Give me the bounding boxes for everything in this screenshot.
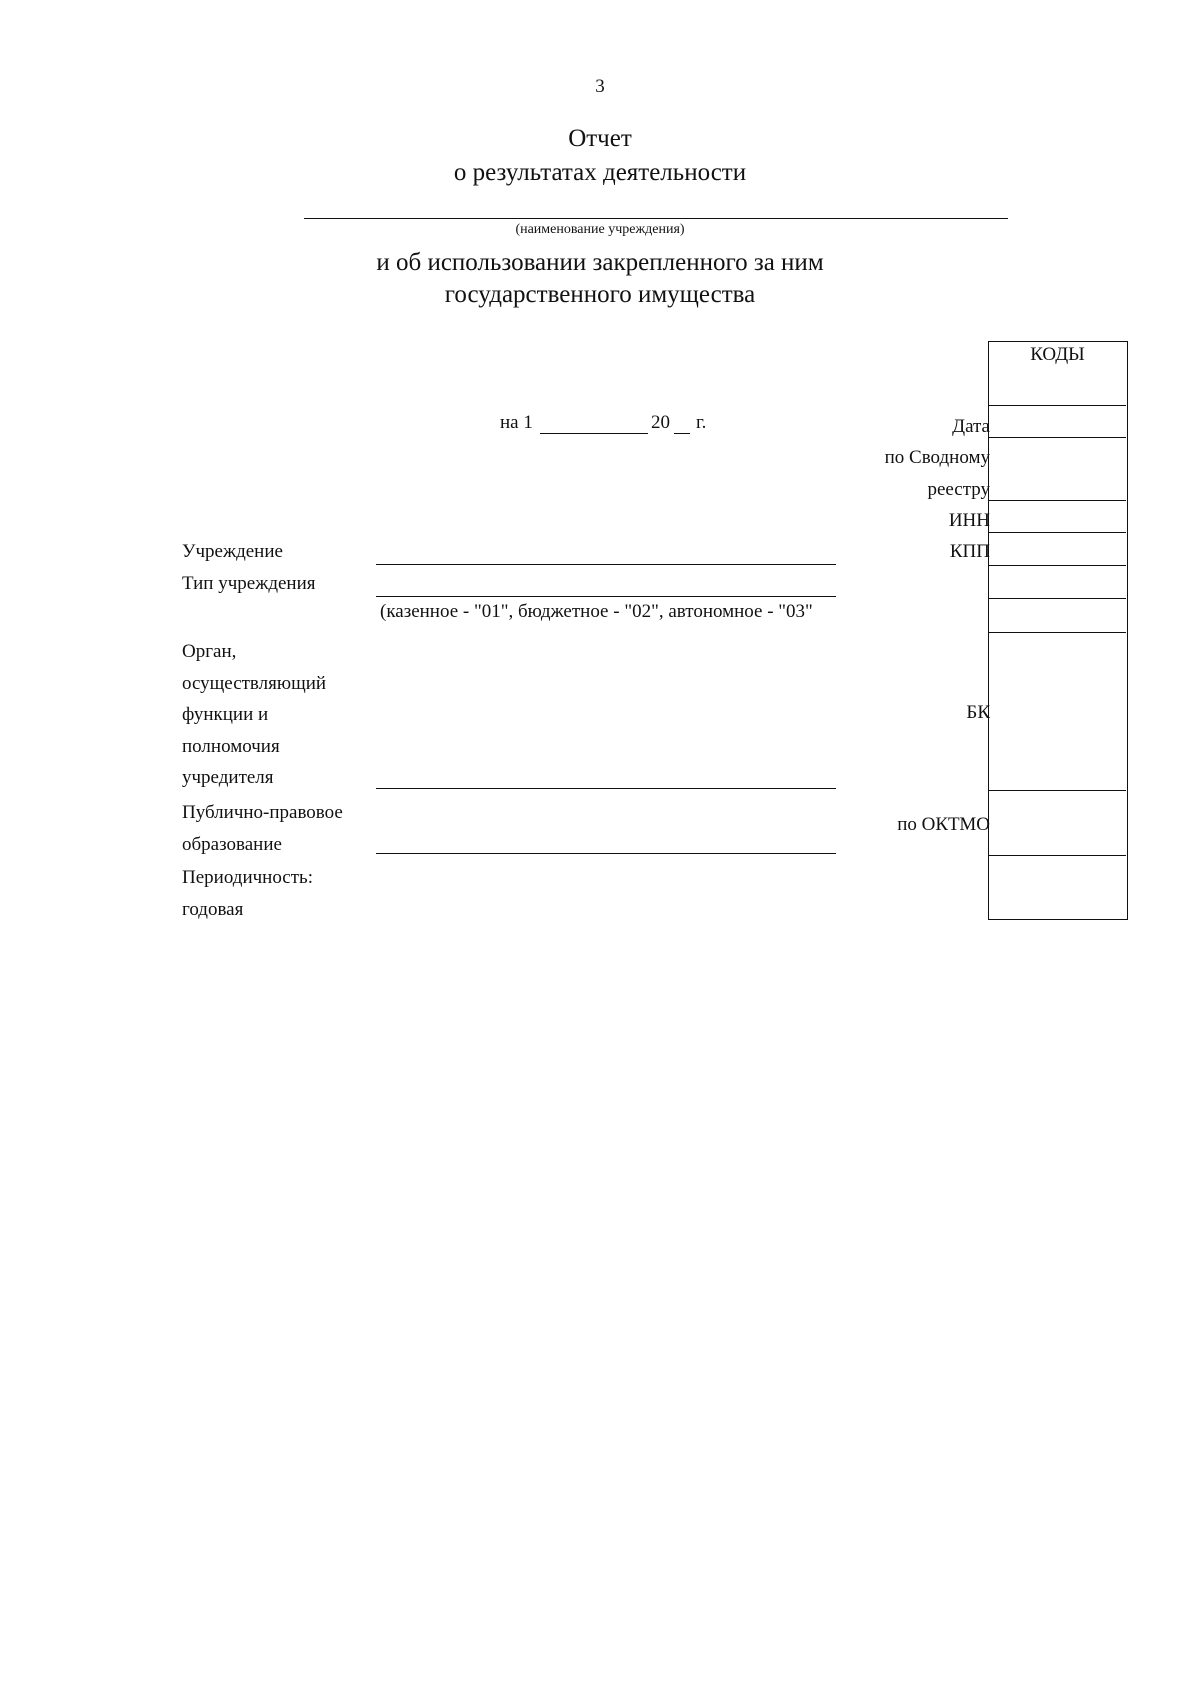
institution-name-line [304, 218, 1008, 219]
date-suffix: г. [696, 412, 707, 433]
founder-label [182, 636, 326, 794]
institution-label: Учреждение [182, 541, 283, 562]
codes-row-divider [989, 855, 1126, 856]
public-entity-label-line: Публично-правовое [182, 802, 343, 823]
founder-label-line: функции и [182, 704, 269, 725]
bk-code-label: БК [966, 702, 990, 723]
date-code-label: Дата [952, 416, 990, 437]
institution-type-line [376, 596, 836, 597]
public-entity-line [376, 853, 836, 854]
inn-code-label: ИНН [948, 510, 990, 531]
codes-row-divider [989, 790, 1126, 791]
codes-table [988, 341, 1128, 920]
codes-row-divider [989, 405, 1126, 406]
public-entity-label [182, 797, 343, 860]
founder-label-line: осуществляющий [182, 672, 327, 694]
codes-row-divider [989, 437, 1126, 438]
report-title: Отчет [568, 125, 632, 152]
codes-header: КОДЫ [1030, 344, 1085, 365]
report-subtitle: о результатах деятельности [453, 159, 747, 186]
codes-row-divider [989, 565, 1126, 566]
founder-label-line: учредителя [182, 767, 274, 788]
codes-row-divider [989, 632, 1126, 633]
date-prefix: на 1 [500, 412, 533, 433]
periodicity-label [182, 862, 313, 925]
date-blank [540, 433, 648, 434]
codes-row-divider [989, 532, 1126, 533]
registry-code-label: по Сводному [884, 447, 990, 468]
kpp-code-label: КПП [949, 541, 990, 562]
report-title-line4: государственного имущества [444, 281, 756, 308]
public-entity-label-line: образование [182, 833, 282, 855]
founder-line [376, 788, 836, 789]
date-year-prefix: 20 [651, 412, 670, 433]
institution-name-caption: (наименование учреждения) [515, 222, 685, 237]
periodicity-label-line: Периодичность: [182, 867, 313, 888]
founder-label-line: полномочия [182, 735, 280, 757]
codes-row-divider [989, 500, 1126, 501]
codes-row-divider [989, 598, 1126, 599]
report-title-line3: и об использовании закрепленного за ним [376, 249, 824, 276]
registry-code-label: реестру [927, 479, 990, 500]
oktmo-code-label: по ОКТМО [897, 814, 990, 835]
institution-type-label: Тип учреждения [182, 573, 316, 594]
year-blank [674, 433, 690, 434]
page-number: 3 [595, 76, 605, 97]
institution-type-hint: (казенное - "01", бюджетное - "02", автономное - "03" [380, 601, 813, 622]
periodicity-value: годовая [182, 898, 244, 920]
founder-label-line: Орган, [182, 641, 237, 662]
institution-line [376, 564, 836, 565]
